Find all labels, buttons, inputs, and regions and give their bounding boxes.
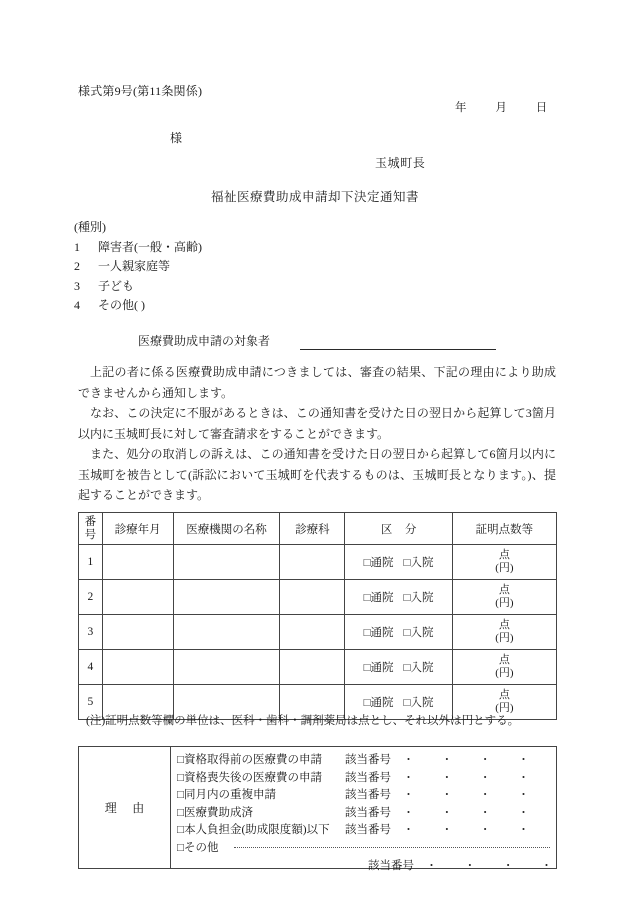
cell-institution[interactable] xyxy=(173,580,280,615)
dot-icon: ・ xyxy=(403,771,414,784)
category-item-label: 子ども xyxy=(98,278,135,293)
column-header-points: 証明点数等 xyxy=(452,513,556,545)
dot-icon: ・ xyxy=(517,824,529,837)
body-paragraph-2: なお、この決定に不服があるときは、この通知書を受けた日の翌日から起算して3箇月以内に玉城町長に対して審査請求をすることができます。 xyxy=(78,406,556,441)
column-header-institution: 医療機関の名称 xyxy=(173,513,280,545)
document-title: 福祉医療費助成申請却下決定通知書 xyxy=(210,190,419,204)
points-unit-yen: (円) xyxy=(495,702,514,714)
checkbox-inpatient[interactable]: □入院 xyxy=(403,697,434,709)
points-unit-yen: (円) xyxy=(495,597,514,609)
hit-number-dots[interactable] xyxy=(426,857,556,873)
dot-icon: ・ xyxy=(517,806,529,819)
cell-points[interactable] xyxy=(452,615,556,650)
hit-number-label: 該当番号 xyxy=(345,771,391,784)
points-unit-yen: (円) xyxy=(495,562,514,574)
category-item xyxy=(74,257,202,277)
points-unit-ten: 点 xyxy=(498,689,510,701)
dot-icon: ・ xyxy=(479,789,491,802)
dot-icon: ・ xyxy=(479,771,491,784)
category-heading: (種別) xyxy=(74,220,106,234)
category-item xyxy=(74,238,202,258)
date-month-label: 月 xyxy=(495,102,507,114)
checkbox-inpatient[interactable]: □入院 xyxy=(403,662,434,674)
reason-checkbox-label[interactable]: □医療費助成済 xyxy=(177,806,253,819)
dot-icon: ・ xyxy=(517,789,529,802)
hit-number-label: 該当番号 xyxy=(345,789,391,802)
hit-number-dots[interactable] xyxy=(403,804,533,820)
dot-icon: ・ xyxy=(426,859,437,872)
hit-number-dots[interactable] xyxy=(403,786,533,802)
cell-treatment-month[interactable] xyxy=(102,650,173,685)
dot-icon: ・ xyxy=(540,859,552,872)
reason-label: 理由 xyxy=(79,747,171,868)
cell-treatment-month[interactable] xyxy=(102,615,173,650)
reason-item[interactable] xyxy=(177,821,556,839)
category-item-number: 1 xyxy=(74,239,80,254)
table-row xyxy=(79,580,557,615)
category-item-number: 4 xyxy=(74,298,80,312)
cell-row-no: 5 xyxy=(79,685,103,720)
dot-icon: ・ xyxy=(464,859,476,872)
column-header-treatment-month: 診療年月 xyxy=(102,513,173,545)
hit-number-dots[interactable] xyxy=(403,751,533,767)
dot-icon: ・ xyxy=(441,824,453,837)
date-day-label: 日 xyxy=(535,102,548,114)
reason-item[interactable] xyxy=(177,804,556,822)
table-note: (注)証明点数等欄の単位は、医科・歯科・調剤薬局は点とし、それ以外は円とする。 xyxy=(86,715,520,727)
body-paragraph-3: また、処分の取消しの訴えは、この通知書を受けた日の翌日から起算して6箇月以内に玉城町を被告として(訴訟において玉城町を代表するものは、玉城町長となります。)、提起することができます。 xyxy=(78,447,556,502)
table-header-row xyxy=(79,513,557,545)
reason-checkbox-label[interactable]: □資格取得前の医療費の申請 xyxy=(177,754,322,766)
category-item-number: 2 xyxy=(74,259,80,273)
reason-list xyxy=(171,747,556,872)
cell-points[interactable] xyxy=(452,545,556,580)
dot-icon: ・ xyxy=(479,806,491,819)
form-number: 様式第9号(第11条関係) xyxy=(78,84,203,98)
checkbox-outpatient[interactable]: □通院 xyxy=(363,592,394,604)
category-list xyxy=(74,218,202,316)
dot-icon: ・ xyxy=(403,806,414,819)
points-unit-ten: 点 xyxy=(498,549,510,561)
cell-points[interactable] xyxy=(452,580,556,615)
column-header-department: 診療科 xyxy=(280,513,345,545)
cell-treatment-month[interactable] xyxy=(102,545,173,580)
dot-icon: ・ xyxy=(441,771,453,784)
column-header-no-line2: 号 xyxy=(84,528,97,541)
cell-row-no: 4 xyxy=(79,650,103,685)
dot-icon: ・ xyxy=(517,771,529,784)
cell-points[interactable] xyxy=(452,650,556,685)
dot-icon: ・ xyxy=(441,806,453,819)
dot-icon: ・ xyxy=(479,754,491,766)
reason-checkbox-label-other[interactable]: □その他 xyxy=(177,841,219,854)
hit-number-label: 該当番号 xyxy=(368,859,414,872)
dot-icon: ・ xyxy=(403,754,414,766)
cell-institution[interactable] xyxy=(173,545,280,580)
dot-icon: ・ xyxy=(403,789,414,802)
reason-item-other-hit xyxy=(177,857,556,875)
reason-item-other[interactable] xyxy=(177,839,556,857)
addressee-suffix: 様 xyxy=(170,131,183,145)
cell-treatment-month[interactable] xyxy=(102,580,173,615)
reason-item[interactable] xyxy=(177,769,556,787)
cell-department[interactable] xyxy=(280,615,345,650)
reason-checkbox-label[interactable]: □同月内の重複申請 xyxy=(177,789,276,802)
body-text xyxy=(78,362,556,506)
hit-number-dots[interactable] xyxy=(403,821,533,837)
category-item-number: 3 xyxy=(74,278,80,293)
date-line xyxy=(455,99,547,115)
points-unit-yen: (円) xyxy=(495,667,514,679)
hit-number-label: 該当番号 xyxy=(345,754,391,766)
date-year-label: 年 xyxy=(455,102,467,114)
cell-department[interactable] xyxy=(280,650,345,685)
dot-icon: ・ xyxy=(479,824,491,837)
category-item xyxy=(74,296,202,316)
cell-classification[interactable] xyxy=(345,650,452,685)
cell-institution[interactable] xyxy=(173,615,280,650)
cell-institution[interactable] xyxy=(173,650,280,685)
points-unit-ten: 点 xyxy=(498,619,510,631)
cell-department[interactable] xyxy=(280,545,345,580)
other-write-in-line[interactable] xyxy=(234,847,550,848)
category-item xyxy=(74,277,202,297)
issuer-name: 玉城町長 xyxy=(375,156,426,170)
checkbox-outpatient[interactable]: □通院 xyxy=(363,557,394,569)
reason-checkbox-label[interactable]: □本人負担金(助成限度額)以下 xyxy=(177,824,330,837)
hit-number-label: 該当番号 xyxy=(345,824,391,837)
points-unit-ten: 点 xyxy=(498,654,510,666)
cell-row-no: 1 xyxy=(79,545,103,580)
category-item-label: 一人親家庭等 xyxy=(98,259,171,273)
dot-icon: ・ xyxy=(441,754,453,766)
checkbox-outpatient[interactable]: □通院 xyxy=(363,662,394,674)
checkbox-inpatient[interactable]: □入院 xyxy=(403,557,434,569)
table-row xyxy=(79,650,557,685)
reason-checkbox-label[interactable]: □資格喪失後の医療費の申請 xyxy=(177,771,322,784)
dot-icon: ・ xyxy=(517,754,529,766)
body-paragraph-1: 上記の者に係る医療費助成申請につきましては、審査の結果、下記の理由により助成できませんから通知します。 xyxy=(78,365,556,400)
cell-row-no: 3 xyxy=(79,615,103,650)
dot-icon: ・ xyxy=(403,824,414,837)
reason-item[interactable] xyxy=(177,751,556,769)
hit-number-dots[interactable] xyxy=(403,769,533,785)
category-item-label: 障害者(一般・高齢) xyxy=(98,239,202,254)
checkbox-inpatient[interactable]: □入院 xyxy=(403,627,434,639)
checkbox-outpatient[interactable]: □通院 xyxy=(363,697,394,709)
checkbox-inpatient[interactable]: □入院 xyxy=(403,592,434,604)
cell-classification[interactable] xyxy=(345,580,452,615)
reason-box xyxy=(78,746,557,872)
reason-item[interactable] xyxy=(177,786,556,804)
cell-classification[interactable] xyxy=(345,545,452,580)
hit-number-label: 該当番号 xyxy=(345,806,391,819)
dot-icon: ・ xyxy=(441,789,453,802)
dot-icon: ・ xyxy=(502,859,514,872)
cell-department[interactable] xyxy=(280,580,345,615)
column-header-no xyxy=(79,513,103,545)
table-row xyxy=(79,615,557,650)
points-unit-ten: 点 xyxy=(498,584,510,596)
table-row xyxy=(79,545,557,580)
claim-table xyxy=(78,512,557,720)
points-unit-yen: (円) xyxy=(495,632,514,644)
cell-classification[interactable] xyxy=(345,615,452,650)
cell-row-no: 2 xyxy=(79,580,103,615)
subject-label: 医療費助成申請の対象者 xyxy=(138,334,271,348)
category-item-label: その他( ) xyxy=(98,298,145,312)
subject-write-in-rule[interactable] xyxy=(300,349,496,350)
table-body xyxy=(79,545,557,720)
column-header-no-line1: 番 xyxy=(84,515,97,528)
checkbox-outpatient[interactable]: □通院 xyxy=(363,627,394,639)
column-header-classification: 区分 xyxy=(345,513,452,545)
